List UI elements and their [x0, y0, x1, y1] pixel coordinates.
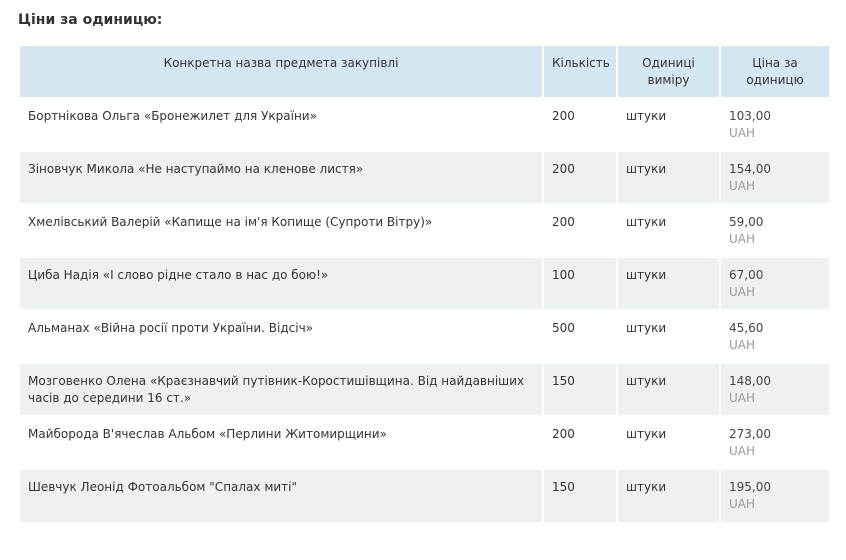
cell-quantity: 100 [543, 257, 617, 310]
price-currency: UAH [729, 497, 756, 511]
table-header-row [20, 46, 829, 98]
cell-item-name: Циба Надія «І слово рідне стало в нас до бою!» [20, 257, 543, 310]
cell-item-name: Шевчук Леонід Фотоальбом "Спалах миті" [20, 469, 543, 522]
table-row [20, 469, 829, 522]
table-row [20, 363, 829, 416]
price-currency: UAH [729, 126, 756, 140]
header-unit: Одиниці виміру [617, 46, 720, 98]
header-item-name: Конкретна назва предмета закупівлі [20, 46, 543, 98]
cell-item-name: Майборода В'ячеслав Альбом «Перлини Житомирщини» [20, 416, 543, 469]
cell-price [720, 363, 829, 416]
cell-unit: штуки [617, 151, 720, 204]
cell-price [720, 469, 829, 522]
header-quantity: Кількість [543, 46, 617, 98]
cell-price [720, 151, 829, 204]
cell-unit: штуки [617, 98, 720, 151]
price-currency: UAH [729, 179, 756, 193]
cell-unit: штуки [617, 416, 720, 469]
price-amount: 103,00 [729, 109, 771, 123]
table-row [20, 151, 829, 204]
cell-item-name: Бортнікова Ольга «Бронежилет для України» [20, 98, 543, 151]
cell-quantity: 500 [543, 310, 617, 363]
header-price: Ціна за одиницю [720, 46, 829, 98]
cell-unit: штуки [617, 469, 720, 522]
price-amount: 59,00 [729, 215, 764, 229]
section-title: Ціни за одиницю: [18, 12, 163, 28]
price-currency: UAH [729, 391, 756, 405]
table-header [20, 46, 829, 98]
cell-item-name: Мозговенко Олена «Краєзнавчий путівник-Коростишівщина. Від найдавніших часів до середини 16 ст.» [20, 363, 543, 416]
cell-unit: штуки [617, 363, 720, 416]
cell-quantity: 150 [543, 469, 617, 522]
price-currency: UAH [729, 338, 756, 352]
unit-prices-table [20, 46, 829, 522]
table-row [20, 98, 829, 151]
cell-quantity: 200 [543, 98, 617, 151]
table-row [20, 204, 829, 257]
table-row [20, 257, 829, 310]
price-amount: 154,00 [729, 162, 771, 176]
price-amount: 67,00 [729, 268, 764, 282]
price-amount: 45,60 [729, 321, 764, 335]
cell-unit: штуки [617, 204, 720, 257]
cell-price [720, 98, 829, 151]
price-currency: UAH [729, 285, 756, 299]
price-amount: 148,00 [729, 374, 771, 388]
cell-price [720, 204, 829, 257]
price-currency: UAH [729, 232, 756, 246]
cell-quantity: 150 [543, 363, 617, 416]
table-row [20, 416, 829, 469]
price-amount: 195,00 [729, 480, 771, 494]
cell-item-name: Зіновчук Микола «Не наступаймо на кленове листя» [20, 151, 543, 204]
cell-unit: штуки [617, 257, 720, 310]
table-row [20, 310, 829, 363]
cell-unit: штуки [617, 310, 720, 363]
price-currency: UAH [729, 444, 756, 458]
cell-quantity: 200 [543, 151, 617, 204]
cell-price [720, 416, 829, 469]
cell-price [720, 257, 829, 310]
cell-item-name: Хмелівський Валерій «Капище на ім'я Копище (Супроти Вітру)» [20, 204, 543, 257]
cell-item-name: Альманах «Війна росії проти України. Відсіч» [20, 310, 543, 363]
price-amount: 273,00 [729, 427, 771, 441]
cell-price [720, 310, 829, 363]
table-body [20, 98, 829, 522]
cell-quantity: 200 [543, 416, 617, 469]
cell-quantity: 200 [543, 204, 617, 257]
